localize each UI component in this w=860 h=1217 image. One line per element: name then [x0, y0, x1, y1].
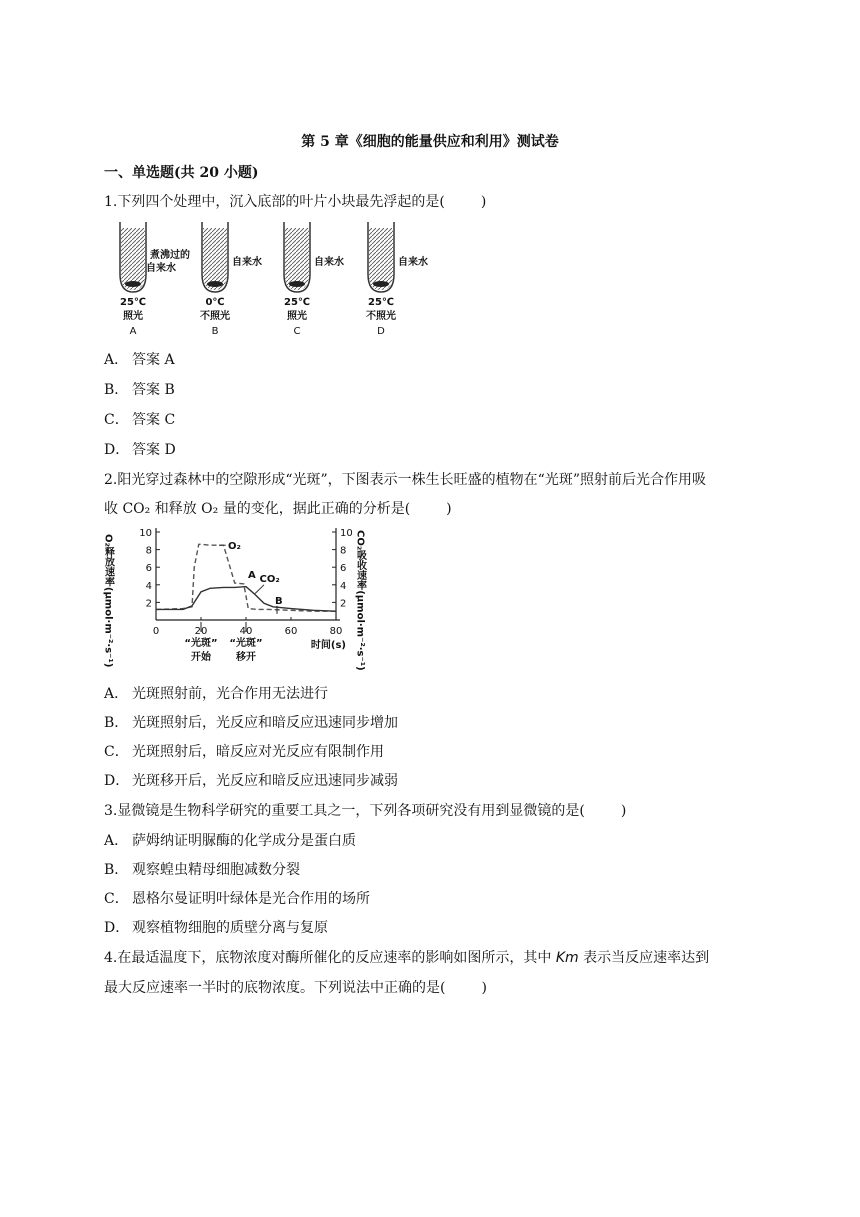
q3-option-c[interactable]: [104, 888, 370, 908]
x-tick-label: 0: [152, 626, 160, 637]
liquid-label: 自来水: [314, 257, 344, 268]
option-label: B．: [104, 715, 129, 731]
tube-liquid: [285, 228, 309, 290]
light-label: 照光: [123, 311, 143, 322]
q3-option-d[interactable]: [104, 917, 328, 937]
y-axis-label-left: [103, 534, 115, 667]
option-text: 光斑照射前，光合作用无法进行: [132, 686, 328, 702]
light-label: 不照光: [366, 311, 396, 322]
x-axis-label: 时间(s): [310, 640, 346, 651]
question-4-stem-line2: [104, 977, 487, 997]
leaf-discs: [289, 281, 305, 287]
option-label: D．: [104, 442, 130, 458]
question-1-stem: [104, 191, 486, 211]
q3-option-b[interactable]: [104, 859, 300, 879]
option-label: D．: [104, 773, 130, 789]
event-label: 开始: [191, 652, 211, 663]
test-tube-a: [120, 222, 190, 337]
q1-option-a[interactable]: [104, 349, 175, 369]
x-tick-label: 80: [329, 626, 343, 637]
question-2-stem-line1: 2.阳光穿过森林中的空隙形成“光斑”，下图表示一株生长旺盛的植物在“光斑”照射前后光合作用吸: [104, 472, 706, 488]
option-label: A．: [104, 686, 129, 702]
series-label-o2: O₂: [228, 541, 241, 553]
light-label: 照光: [287, 311, 307, 322]
y-axis-label-text: O₂释放速率(μmol·m⁻²·s⁻¹): [102, 534, 114, 668]
temperature-label: 25℃: [119, 297, 147, 308]
event-label: “光斑”: [184, 638, 218, 649]
y-tick-label-right: 6: [340, 563, 347, 575]
liquid-label: 煮沸过的: [150, 250, 190, 261]
q2-option-b[interactable]: [104, 712, 398, 732]
option-text: 答案 C: [132, 412, 176, 428]
question-text: 1.下列四个处理中，沉入底部的叶片小块最先浮起的是(: [104, 194, 445, 210]
q1-option-c[interactable]: [104, 409, 175, 429]
y-tick-label-left: 8: [145, 545, 152, 557]
series-line-o2: [156, 544, 336, 611]
question-text: 表示当反应速率达到: [583, 950, 710, 966]
tube-liquid: [121, 228, 145, 290]
option-text: 观察蝗虫精母细胞减数分裂: [132, 862, 300, 878]
y-axis-label-right: [355, 530, 367, 671]
leaf-discs: [207, 281, 223, 287]
y-tick-label-right: 8: [340, 545, 347, 557]
tube-letter: A: [129, 326, 137, 337]
x-tick-label: 20: [194, 626, 208, 637]
option-text: 答案 B: [132, 382, 175, 398]
point-label-b: B: [275, 595, 283, 607]
tube-letter: D: [377, 326, 385, 337]
option-text: 恩格尔曼证明叶绿体是光合作用的场所: [132, 891, 370, 907]
event-label: 移开: [236, 652, 256, 663]
km-symbol: Km: [555, 950, 579, 966]
y-tick-label-right: 2: [340, 598, 347, 610]
liquid-label: 自来水: [232, 257, 262, 268]
option-label: C．: [104, 412, 129, 428]
y-tick-label-left: 10: [139, 528, 152, 539]
series-label-leader: [255, 585, 264, 594]
page-title: 第 5 章《细胞的能量供应和利用》测试卷: [301, 134, 559, 150]
temperature-label: 25℃: [283, 297, 311, 308]
option-label: C．: [104, 744, 129, 760]
option-text: 观察植物细胞的质壁分离与复原: [132, 920, 328, 936]
q2-option-d[interactable]: [104, 770, 398, 790]
leaf-discs: [373, 281, 389, 287]
option-text: 光斑照射后，暗反应对光反应有限制作用: [132, 744, 384, 760]
series-label-co2: CO₂: [259, 574, 280, 586]
tube-liquid: [203, 228, 227, 290]
option-text: 萨姆纳证明脲酶的化学成分是蛋白质: [132, 833, 356, 849]
q1-option-d[interactable]: [104, 439, 176, 459]
section-heading: 一、单选题(共 20 小题): [104, 165, 259, 181]
option-label: A．: [104, 352, 129, 368]
option-label: C．: [104, 891, 129, 907]
point-label-a: A: [248, 569, 256, 581]
question-4-stem-line1: [104, 947, 709, 967]
y-tick-label-left: 4: [145, 580, 152, 592]
event-label: “光斑”: [229, 638, 263, 649]
y-axis-label-text: CO₂吸收速率(μmol·m⁻²·s⁻¹): [354, 530, 366, 671]
question-paren-close: ): [481, 980, 487, 996]
test-tube-b: [200, 222, 262, 337]
y-tick-label-left: 2: [145, 598, 152, 610]
question-1-figure: [104, 216, 428, 342]
option-text: 光斑照射后，光反应和暗反应迅速同步增加: [132, 715, 398, 731]
q1-option-b[interactable]: [104, 379, 175, 399]
test-tube-c: [284, 222, 344, 337]
question-paren-close: ): [480, 194, 487, 210]
question-text: 最大反应速率一半时的底物浓度。下列说法中正确的是(: [104, 980, 446, 996]
question-text: 3.显微镜是生物科学研究的重要工具之一，下列各项研究没有用到显微镜的是(: [104, 803, 585, 819]
q2-option-c[interactable]: [104, 741, 384, 761]
y-tick-label-right: 4: [340, 580, 347, 592]
option-label: A．: [104, 833, 129, 849]
option-label: B．: [104, 862, 129, 878]
option-text: 光斑移开后，光反应和暗反应迅速同步减弱: [132, 773, 398, 789]
x-tick-label: 60: [284, 626, 298, 637]
y-tick-label-right: 10: [340, 528, 353, 539]
tube-liquid: [369, 228, 393, 290]
q2-option-a[interactable]: [104, 683, 328, 703]
question-2-chart: [104, 524, 414, 672]
option-text: 答案 D: [132, 442, 176, 458]
question-3-stem: [104, 800, 626, 820]
question-text: 收 CO₂ 和释放 O₂ 量的变化，据此正确的分析是(: [104, 501, 411, 517]
test-tube-d: [366, 222, 428, 337]
temperature-label: 25℃: [367, 297, 395, 308]
tube-letter: B: [211, 326, 219, 337]
option-label: D．: [104, 920, 130, 936]
y-tick-label-left: 6: [145, 563, 152, 575]
temperature-label: 0℃: [205, 297, 225, 308]
tube-letter: C: [293, 326, 301, 337]
question-2-stem-line2: [104, 498, 452, 518]
leaf-discs: [125, 281, 141, 287]
liquid-label: 自来水: [398, 257, 428, 268]
q3-option-a[interactable]: [104, 830, 356, 850]
liquid-label: 自来水: [146, 263, 176, 274]
option-label: B．: [104, 382, 129, 398]
question-paren-close: ): [446, 501, 452, 517]
option-text: 答案 A: [132, 352, 175, 368]
question-paren-close: ): [620, 803, 627, 819]
light-label: 不照光: [200, 311, 230, 322]
question-text: 4.在最适温度下，底物浓度对酶所催化的反应速率的影响如图所示，其中: [104, 950, 552, 966]
x-tick-label: 40: [239, 626, 253, 637]
